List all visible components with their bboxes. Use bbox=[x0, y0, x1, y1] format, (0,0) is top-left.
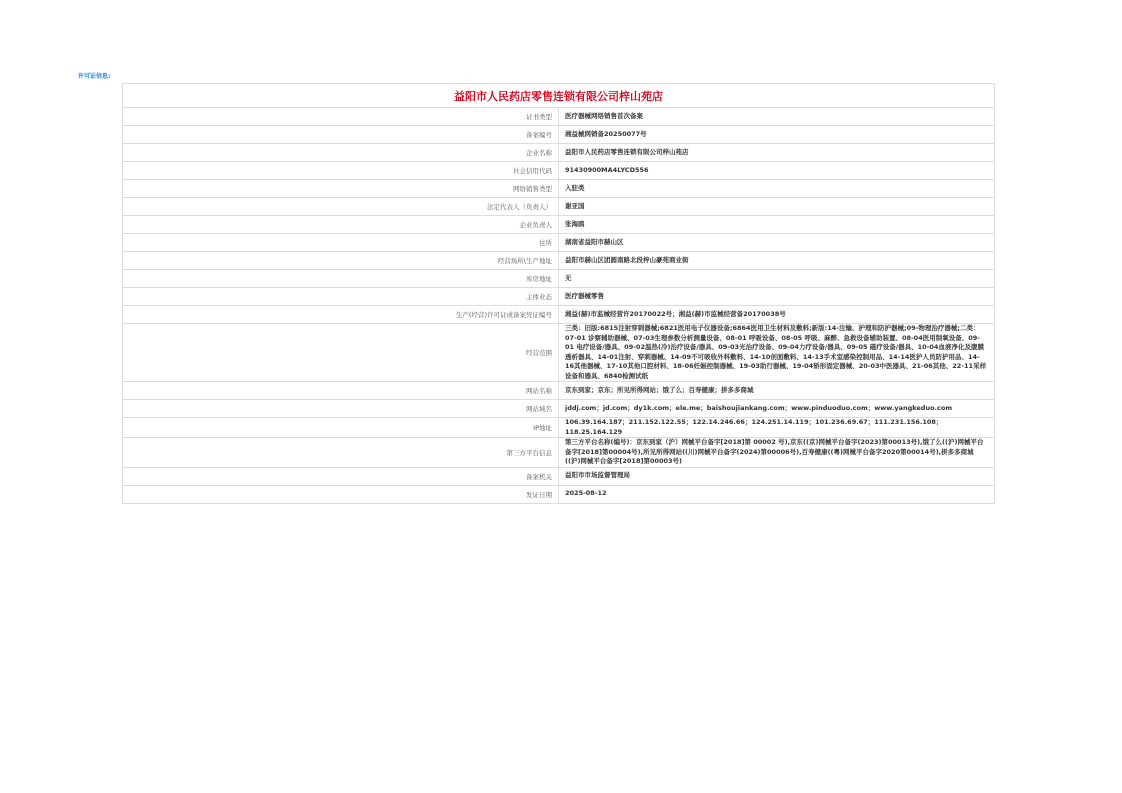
field-label: 发证日期 bbox=[123, 485, 559, 503]
license-info-label: 许可证信息: bbox=[78, 73, 111, 80]
field-label: 经营场所\生产地址 bbox=[123, 252, 559, 270]
field-label: 社会信用代码 bbox=[123, 162, 559, 180]
field-value: 京东到家；京东；所见所得网站；饿了么；百寿健康；拼多多商城 bbox=[559, 382, 995, 400]
field-label: 备案编号 bbox=[123, 126, 559, 144]
field-label: IP地址 bbox=[123, 418, 559, 438]
field-value: 益阳市人民药店零售连锁有限公司梓山苑店 bbox=[559, 144, 995, 162]
field-value: 第三方平台名称(编号)：京东到家（沪）网械平台备字[2018]第 00002 号),京东((京)网械平台备字(2023)第00013号),饿了么((沪)网械平台备字[2018]第00004号),所见所得网站((川)网械平台备字(2024)第00006号),百寿健康((粤)网械平台备字2020第00014号),拼多多商城((沪)网械平台备字[2018]第00003号) bbox=[559, 438, 995, 468]
table-row bbox=[123, 418, 995, 438]
field-value: 谢亚国 bbox=[559, 198, 995, 216]
field-value: 益阳市赫山区团圆南路北段梓山豪苑商业街 bbox=[559, 252, 995, 270]
field-label: 备案机关 bbox=[123, 467, 559, 485]
field-value: 湖南省益阳市赫山区 bbox=[559, 234, 995, 252]
field-value: 湘益(赫)市监械经营许20170022号；湘益(赫)市监械经营备20170038号 bbox=[559, 306, 995, 324]
field-label: 法定代表人（负责人） bbox=[123, 198, 559, 216]
field-value: 无 bbox=[559, 270, 995, 288]
field-label: 经营范围 bbox=[123, 324, 559, 382]
table-row bbox=[123, 108, 995, 126]
field-label: 第三方平台信息 bbox=[123, 438, 559, 468]
field-value: 湘益械网销备20250077号 bbox=[559, 126, 995, 144]
field-label: 网站名称 bbox=[123, 382, 559, 400]
table-row bbox=[123, 485, 995, 503]
table-row bbox=[123, 180, 995, 198]
field-value: 入驻类 bbox=[559, 180, 995, 198]
company-title: 益阳市人民药店零售连锁有限公司梓山苑店 bbox=[123, 84, 995, 108]
table-row bbox=[123, 288, 995, 306]
field-value: 91430900MA4LYCD556 bbox=[559, 162, 995, 180]
table-row bbox=[123, 126, 995, 144]
field-value: 106.39.164.187；211.152.122.55；122.14.246.66；124.251.14.119；101.236.69.67；111.231.156.108；118.25.164.129 bbox=[559, 418, 995, 438]
field-value: 益阳市市场监督管理局 bbox=[559, 467, 995, 485]
table-row bbox=[123, 162, 995, 180]
field-value: 医疗器械零售 bbox=[559, 288, 995, 306]
field-label: 网络销售类型 bbox=[123, 180, 559, 198]
field-label: 企业名称 bbox=[123, 144, 559, 162]
table-row bbox=[123, 270, 995, 288]
field-label: 证书类型 bbox=[123, 108, 559, 126]
field-value: 张海鸥 bbox=[559, 216, 995, 234]
field-label: 企业负责人 bbox=[123, 216, 559, 234]
field-label: 网站域名 bbox=[123, 400, 559, 418]
table-row bbox=[123, 438, 995, 468]
field-value: 医疗器械网络销售首次备案 bbox=[559, 108, 995, 126]
title-row bbox=[123, 84, 995, 108]
table-row bbox=[123, 467, 995, 485]
table-row bbox=[123, 382, 995, 400]
table-row bbox=[123, 144, 995, 162]
field-value: jddj.com；jd.com；dy1k.com；ele.me；baishoujiankang.com；www.pinduoduo.com；www.yangkeduo.com bbox=[559, 400, 995, 418]
field-label: 库房地址 bbox=[123, 270, 559, 288]
table-row bbox=[123, 234, 995, 252]
table-row bbox=[123, 400, 995, 418]
field-label: 生产(经营)许可证或备案凭证编号 bbox=[123, 306, 559, 324]
field-value: 三类：旧版:6815注射穿刺器械;6821医用电子仪器设备;6864医用卫生材料及敷料;新版:14-注输、护理和防护器械;09-物理治疗器械;二类：07-01 诊察辅助器械、07-03生理参数分析测量设备、08-01 呼吸设备、08-05 呼吸、麻醉、急救设备辅助装置、08-04医用制氧设备、09-01 电疗设备/器具、09-02温热(冷)治疗设备/器具、09-03光治疗设备、09-04力疗设备/器具、09-05 磁疗设备/器具、10-04血液净化及腹膜透析器具、14-01注射、穿刺器械、14-09不可吸收外科敷料、14-10创面敷料、14-13手术室感染控制用品、14-14医护人员防护用品、14-16其他器械、17-10其他口腔材料、18-06妊娠控制器械、19-03助行器械、19-04矫形固定器械、20-03中医器具、21-06其他、22-11采样设备和器具、6840检测试纸 bbox=[559, 324, 995, 382]
table-row bbox=[123, 252, 995, 270]
field-label: 住所 bbox=[123, 234, 559, 252]
field-label: 主体业态 bbox=[123, 288, 559, 306]
license-table bbox=[122, 83, 995, 504]
table-row bbox=[123, 216, 995, 234]
table-row bbox=[123, 306, 995, 324]
table-row bbox=[123, 198, 995, 216]
field-value: 2025-08-12 bbox=[559, 485, 995, 503]
table-row bbox=[123, 324, 995, 382]
